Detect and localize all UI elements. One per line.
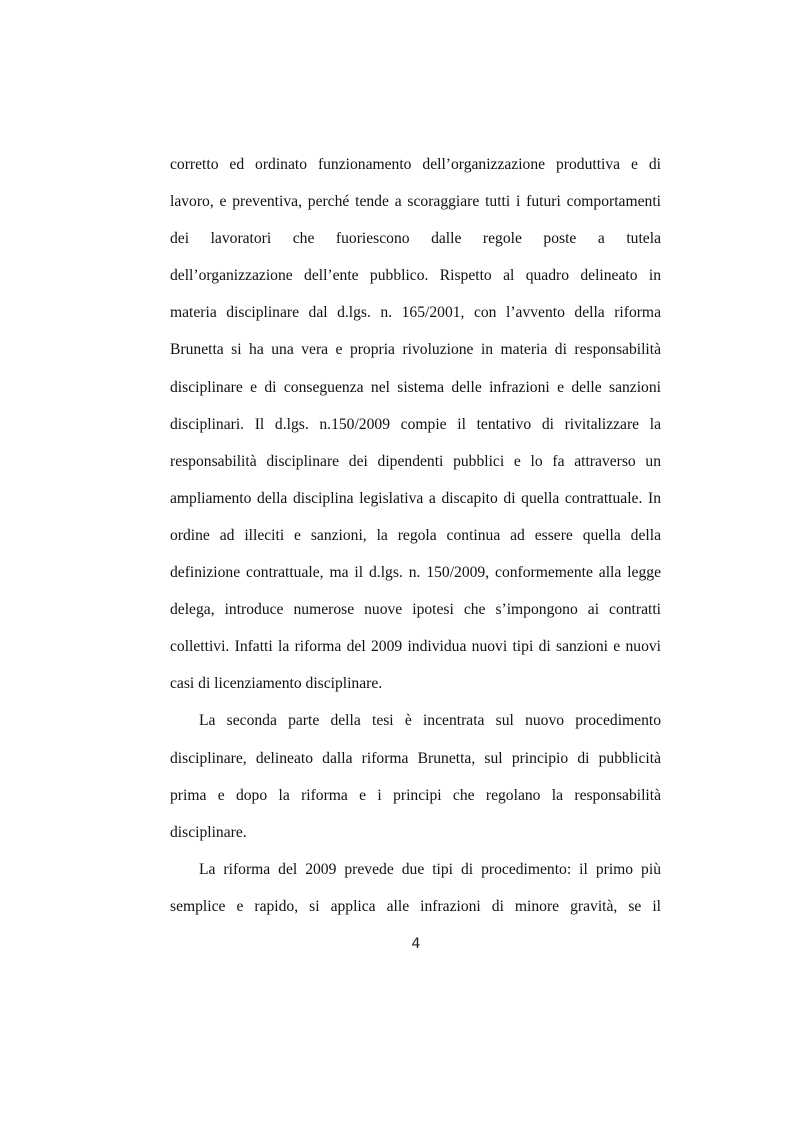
text-line: prima e dopo la riforma e i principi che regolano la responsabilità — [170, 786, 661, 804]
text-line: responsabilità disciplinare dei dipendenti pubblici e lo fa attraverso un — [170, 452, 661, 470]
text-line: collettivi. Infatti la riforma del 2009 individua nuovi tipi di sanzioni e nuovi — [170, 638, 661, 656]
text-line: disciplinare. — [170, 823, 247, 841]
text-line: dell’organizzazione dell’ente pubblico. Rispetto al quadro delineato in — [170, 267, 661, 285]
text-line: materia disciplinare dal d.lgs. n. 165/2001, con l’avvento della riforma — [170, 304, 661, 322]
text-line: ampliamento della disciplina legislativa a discapito di quella contrattuale. In — [170, 489, 661, 507]
text-line: corretto ed ordinato funzionamento dell’organizzazione produttiva e di — [170, 156, 661, 173]
text-line: definizione contrattuale, ma il d.lgs. n. 150/2009, conformemente alla legge — [170, 564, 661, 582]
page-number: 4 — [411, 936, 421, 952]
text-line: casi di licenziamento disciplinare. — [170, 675, 383, 693]
text-line: disciplinare, delineato dalla riforma Brunetta, sul principio di pubblicità — [170, 749, 661, 767]
text-line: semplice e rapido, si applica alle infrazioni di minore gravità, se il — [170, 897, 661, 915]
text-line: disciplinare e di conseguenza nel sistema delle infrazioni e delle sanzioni — [170, 378, 661, 396]
text-line: La riforma del 2009 prevede due tipi di procedimento: il primo più — [199, 860, 661, 878]
body-text — [170, 146, 661, 925]
text-line: delega, introduce numerose nuove ipotesi che s’impongono ai contratti — [170, 601, 661, 619]
text-line: dei lavoratori che fuoriescono dalle regole poste a tutela — [170, 230, 661, 248]
text-line: disciplinari. Il d.lgs. n.150/2009 compie il tentativo di rivitalizzare la — [170, 415, 661, 433]
text-line: Brunetta si ha una vera e propria rivoluzione in materia di responsabilità — [170, 341, 661, 359]
text-line: ordine ad illeciti e sanzioni, la regola continua ad essere quella della — [170, 526, 661, 544]
text-line: La seconda parte della tesi è incentrata sul nuovo procedimento — [199, 712, 661, 730]
text-line: lavoro, e preventiva, perché tende a scoraggiare tutti i futuri comportamenti — [170, 193, 661, 211]
